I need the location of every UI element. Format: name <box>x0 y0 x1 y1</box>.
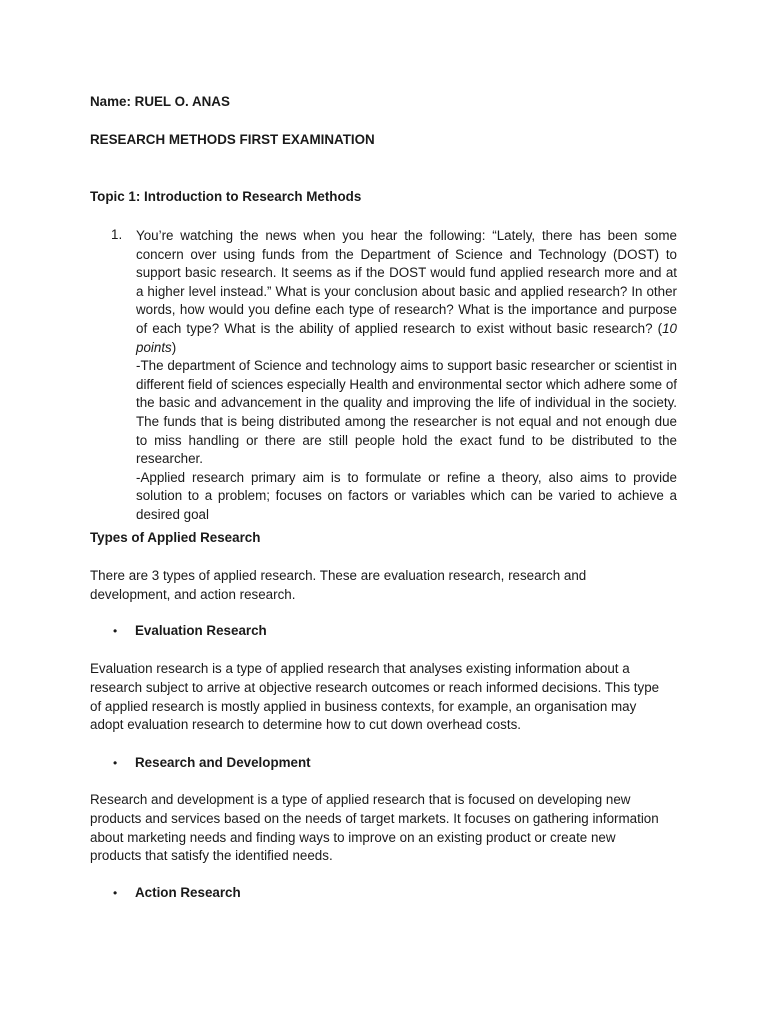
exam-title: RESEARCH METHODS FIRST EXAMINATION <box>90 132 375 147</box>
question-1-prompt-end: ) <box>171 339 177 355</box>
question-number: 1. <box>111 227 123 242</box>
bullet-icon: • <box>113 624 118 638</box>
question-1-prompt-text: You’re watching the news when you hear the following: “Lately, there has been some concern over using funds from the Department of Science and Technology (DOST) to support basic research. It seems as if the DOST would fund applied research more and at a higher level instead.” What is your conclusion about basic and applied research? In other words, how would you define each type of research? What is the importance and purpose of each type? What is the ability of applied research to exist without basic research? ( <box>136 228 677 336</box>
evaluation-research-label: Evaluation Research <box>135 623 267 638</box>
applied-research-intro: There are 3 types of applied research. These are evaluation research, research and development, and action research. <box>90 568 587 602</box>
topic-heading: Topic 1: Introduction to Research Methods <box>90 189 362 204</box>
student-name: Name: RUEL O. ANAS <box>90 94 230 109</box>
action-research-label: Action Research <box>135 885 241 900</box>
question-1-points: 10 points <box>136 320 677 355</box>
answer-paragraph-1: -The department of Science and technology aims to support basic researcher or scientist in different field of sciences especially Health and environmental sector which adhere some of the basic and advancement in the quality and improving the life of individual in the society. The funds that is being distributed among the researcher is not equal and not enough due to miss handling or there are still people hold the exact fund to be distributed to the researcher. <box>136 358 677 467</box>
research-development-label: Research and Development <box>135 755 311 770</box>
answer-paragraph-2: -Applied research primary aim is to formulate or refine a theory, also aims to provide solution to a problem; focuses on factors or variables which can be varied to achieve a desired goal <box>136 469 677 522</box>
question-1-block <box>136 227 677 525</box>
applied-research-heading: Types of Applied Research <box>90 530 261 545</box>
question-1-prompt <box>136 227 677 357</box>
evaluation-research-text: Evaluation research is a type of applied research that analyses existing information about a research subject to arrive at objective research outcomes or reach informed decisions. This type of applied research is mostly applied in business contexts, for example, an organisation may adopt evaluation research to determine how to cut down overhead costs. <box>90 661 660 733</box>
research-development-text: Research and development is a type of applied research that is focused on developing new products and services based on the needs of target markets. It focuses on gathering information about marketing needs and finding ways to improve on an existing product or create new products that satisfy the identified needs. <box>90 792 659 864</box>
bullet-icon: • <box>113 756 118 770</box>
bullet-icon: • <box>113 886 118 900</box>
